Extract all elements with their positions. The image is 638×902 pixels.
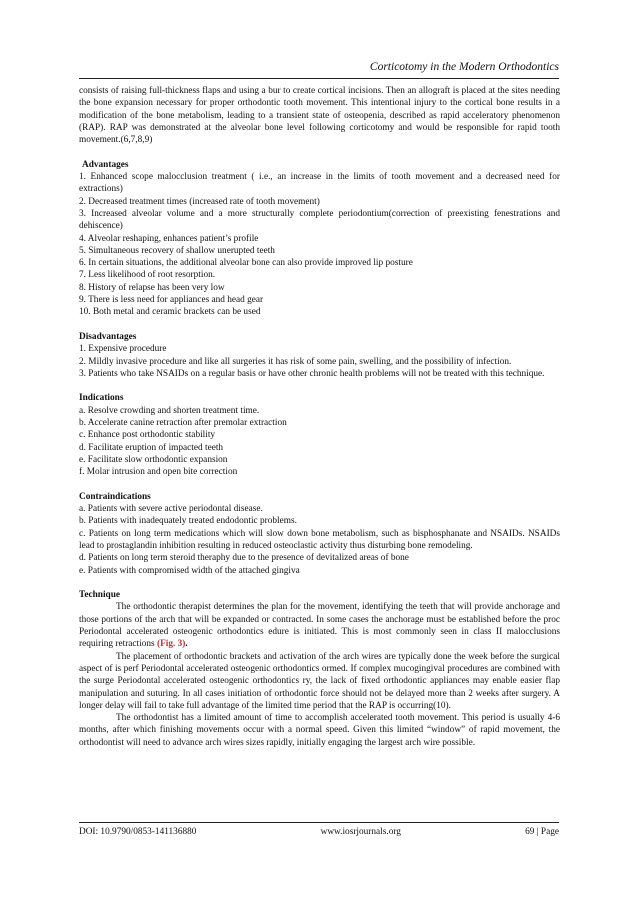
list-item: 5. Simultaneous recovery of shallow unerupted teeth xyxy=(79,245,275,256)
list-item: b. Patients with inadequately treated endodontic problems. xyxy=(79,516,297,527)
technique-paragraph-1-text: The orthodontic therapist determines the plan for the movement, identifying the teeth that will provide anchorage and those portions of the arch that will be expanded or contracted. In some cases the anchorage must be established before the proc Periodontal accelerated osteogenic orthodontics edure is initiated. This is most commonly seen in class II malocclusions requiring retractions xyxy=(79,602,560,650)
indications-section xyxy=(79,392,560,478)
intro-paragraph: consists of raising full-thickness flaps and using a bur to create cortical incisions. Then an allograft is placed at the sites needing the bone expansion necessary for proper orthodontic tooth movement. This intentional injury to the cortical bone results in a modification of the bone metabolism, leading to a transient state of osteopenia, described as rapid acceleratory phenomenon (RAP). RAP was demonstrated at the alveolar bone level following corticotomy and would be responsible for rapid tooth movement.(6,7,8,9) xyxy=(79,86,560,146)
contraindications-section xyxy=(79,491,560,577)
article-body xyxy=(79,85,560,749)
technique-paragraph-1 xyxy=(79,601,560,650)
header-rule xyxy=(79,78,559,79)
list-item: b. Accelerate canine retraction after premolar extraction xyxy=(79,418,287,429)
running-title: Corticotomy in the Modern Orthodontics xyxy=(369,61,559,73)
list-item: a. Patients with severe active periodontal disease. xyxy=(79,504,263,515)
list-item: c. Patients on long term medications which will slow down bone metabolism, such as bisphosphanate and NSAIDs. NSAIDs lead to prostaglandin inhibition resulting in reduced osteoclastic activity thus disturbing bone remodeling. xyxy=(79,528,560,551)
footer-rule xyxy=(79,822,559,823)
technique-heading: Technique xyxy=(79,590,120,601)
list-item: 2. Mildly invasive procedure and like all surgeries it has risk of some pain, swelling, and the possibility of infection. xyxy=(79,356,512,367)
list-item: a. Resolve crowding and shorten treatment time. xyxy=(79,405,260,416)
list-item: 6. In certain situations, the additional alveolar bone can also provide improved lip posture xyxy=(79,258,413,269)
technique-section xyxy=(79,589,560,749)
figure-reference-link[interactable]: (Fig. 3) xyxy=(156,639,186,650)
technique-paragraph-3: The orthodontist has a limited amount of time to accomplish accelerated tooth movement. This period is usually 4-6 months, after which finishing movements occur with a normal speed. Given this limited “window” of rapid movement, the orthodontist will need to advance arch wires sizes rapidly, initially engaging the largest arch wire possible. xyxy=(79,713,560,748)
list-item: 4. Alveolar reshaping, enhances patient’s profile xyxy=(79,233,259,244)
list-item: d. Patients on long term steroid theraphy due to the presence of devitalized areas of bone xyxy=(79,553,409,564)
list-item: c. Enhance post orthodontic stability xyxy=(79,430,216,441)
disadvantages-section xyxy=(79,331,560,380)
contraindications-heading: Contraindications xyxy=(79,491,151,502)
advantages-list xyxy=(79,171,560,319)
contraindications-list xyxy=(79,503,560,577)
indications-heading: Indications xyxy=(79,393,124,404)
footer-website[interactable]: www.iosrjournals.org xyxy=(320,827,401,837)
list-item: 3. Increased alveolar volume and a more structurally complete periodontium(correction of preexisting fenestrations and dehiscence) xyxy=(79,208,560,232)
indications-list xyxy=(79,405,560,479)
advantages-heading: Advantages xyxy=(82,159,129,170)
list-item: 1. Enhanced scope malocclusion treatment ( i.e., an increase in the limits of tooth movement and a decreased need for extractions) xyxy=(79,172,560,195)
list-item: e. Patients with compromised width of the attached gingiva xyxy=(79,565,300,576)
list-item: 1. Expensive procedure xyxy=(79,344,167,355)
list-item: 10. Both metal and ceramic brackets can be used xyxy=(79,307,261,318)
technique-paragraph-2: The placement of orthodontic brackets and activation of the arch wires are typically done the week before the surgical aspect of is perf Periodontal accelerated osteogenic orthodontics ormed. If complex mucogingival procedures are combined with the surge Periodontal accelerated osteogenic orthodontics ry, the lack of fixed orthodontic appliances may enable easier flap manipulation and suturing. In all cases initiation of orthodontic force should not be delayed more than 2 weeks after surgery. A longer delay will fail to take full advantage of the limited time period that the RAP is occurring(10). xyxy=(79,651,560,711)
list-item: 7. Less likelihood of root resorption. xyxy=(79,270,216,281)
list-item: d. Facilitate eruption of impacted teeth xyxy=(79,442,224,453)
footer-page-number: 69 | Page xyxy=(525,827,559,837)
disadvantages-heading: Disadvantages xyxy=(79,331,137,342)
page-footer xyxy=(79,827,559,837)
footer-doi: DOI: 10.9790/0853-141136880 xyxy=(79,827,197,837)
list-item: 2. Decreased treatment times (increased rate of tooth movement) xyxy=(79,196,320,207)
disadvantages-list xyxy=(79,343,560,380)
list-item: 3. Patients who take NSAIDs on a regular basis or have other chronic health problems will not be treated with this technique. xyxy=(79,368,545,379)
technique-paragraph-1-end: . xyxy=(185,639,188,650)
list-item: f. Molar intrusion and open bite correction xyxy=(79,467,238,478)
list-item: 8. History of relapse has been very low xyxy=(79,282,225,293)
list-item: e. Facilitate slow orthodontic expansion xyxy=(79,454,228,465)
advantages-section xyxy=(79,159,560,319)
list-item: 9. There is less need for appliances and head gear xyxy=(79,295,264,306)
